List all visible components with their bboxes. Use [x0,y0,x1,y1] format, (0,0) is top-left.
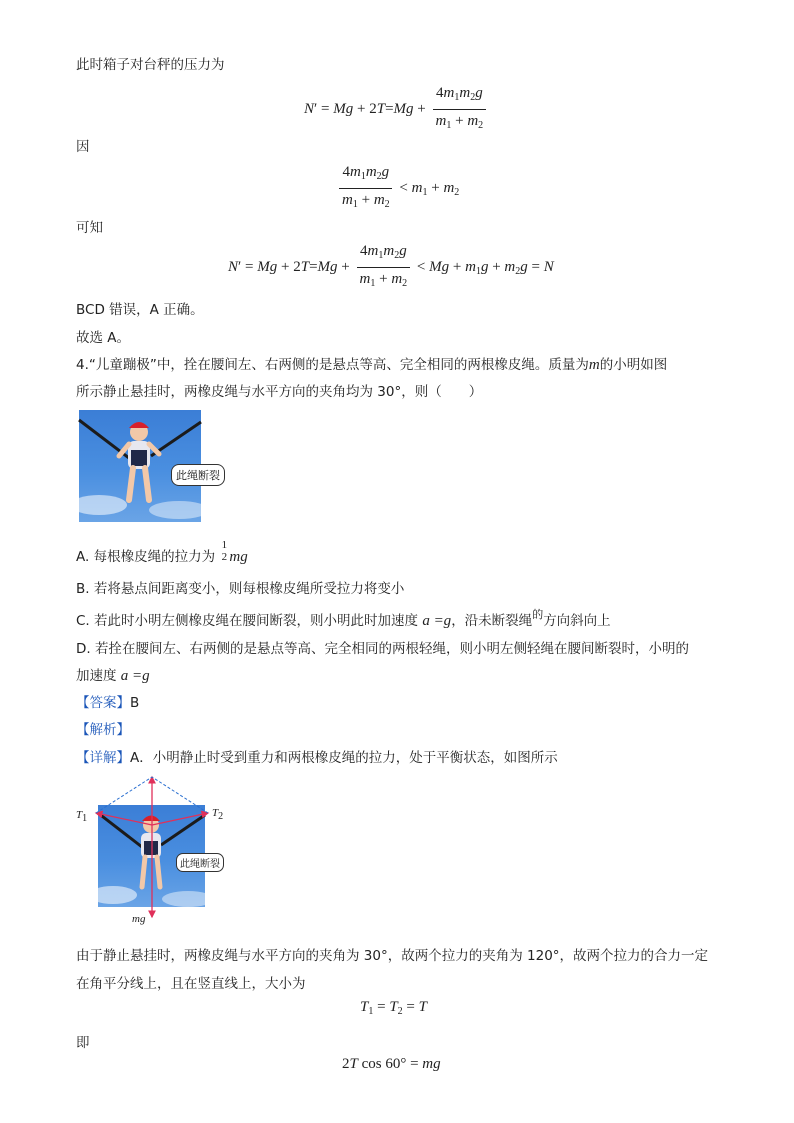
answer-value: B [130,695,140,711]
photo-callout: 此绳断裂 [171,464,225,486]
option-c-text: C. 若此时小明左侧橡皮绳在腰间断裂，则小明此时加速度 [76,613,419,629]
dashed-line-right [152,777,208,813]
q4-stem-text: “儿童蹦极”中，拴在腰间左、右两侧的是悬点等高、完全相同的两根橡皮绳。质量为 [88,357,589,373]
q4-mass-var: m [588,357,600,373]
t2-arrow [152,813,208,825]
formula-t-equal: $T_1 = T_2 = T$ [360,999,427,1017]
option-d-formula: a =g [120,668,150,684]
intro-text: 此时箱子对台秤的压力为 [76,57,225,73]
that-is-text: 即 [76,1035,90,1051]
bungee-photo [79,410,220,522]
option-c-suffix: 方向斜向上 [543,613,611,629]
conclusion-text: BCD 错误，A 正确。 [76,302,204,318]
option-d-text: 加速度 [76,668,117,684]
t1-arrow [96,813,152,825]
detail-text: A．小明静止时受到重力和两根橡皮绳的拉力，处于平衡状态，如图所示 [130,750,558,766]
q4-stem-line1 [76,353,667,374]
choose-text: 故选 A。 [76,330,131,346]
option-a-fraction [220,539,228,563]
fraction-numerator: 1 [221,539,228,551]
option-d-line1: D. 若拴在腰间左、右两侧的是悬点等高、完全相同的两根轻绳，则小明左侧轻绳在腰间断裂时，小明的 [76,641,689,657]
force-vectors [74,773,234,933]
option-c-mid: ，沿未断裂绳 [451,613,533,629]
option-a [76,539,248,569]
option-c-formula: a =g [422,613,452,629]
option-c [76,609,611,630]
formula-balance: 2T cos 60° = mg [342,1056,441,1072]
fraction-denominator: 2 [221,551,228,563]
q4-stem-line2: 所示静止悬挂时，两橡皮绳与水平方向的夹角均为 30°，则（ ） [76,384,483,400]
analysis-tag: 【解析】 [76,722,130,738]
answer-tag: 【答案】 [76,695,130,711]
q4-number: 4. [76,357,89,373]
knowable-text: 可知 [76,220,103,236]
detail-tag: 【详解】 [76,750,130,766]
option-a-mg: mg [229,549,248,565]
explain-line2: 在角平分线上，且在竖直线上，大小为 [76,976,306,992]
t1-label: $T_1$ [76,809,88,824]
force-diagram [74,773,234,933]
mg-label: mg [132,913,146,925]
q4-stem-end: 的小明如图 [599,357,668,373]
formula-comparison: N′ = Mg + 2T=Mg + $\frac{4m_1m_2g}{m_1 + m_2}$ < $Mg + m_1g + m_2g = N$ [228,243,554,289]
option-b: B. 若将悬点间距离变小，则每根橡皮绳所受拉力将变小 [76,581,405,597]
option-a-text: A. 每根橡皮绳的拉力为 [76,549,216,565]
option-c-small: 的 [532,608,544,621]
formula-inequality: $\frac{4m_1m_2g}{m_1 + m_2}$ < $m_1 + m_2$ [336,163,459,214]
t2-label: $T_2$ [212,807,224,822]
answer-line [76,691,139,711]
because-text: 因 [76,139,90,155]
option-d-line2 [76,664,150,685]
detail-line [76,746,558,766]
dashed-line-left [96,777,152,813]
formula-pressure: N′ = Mg + 2T=Mg + $\frac{4m_1m_2g}{m_1 + m_2}$ [304,84,489,135]
explain-line1: 由于静止悬挂时，两橡皮绳与水平方向的夹角为 30°，故两个拉力的夹角为 120°，故两个拉力的合力一定 [76,948,709,964]
force-diagram-callout: 此绳断裂 [176,853,224,872]
